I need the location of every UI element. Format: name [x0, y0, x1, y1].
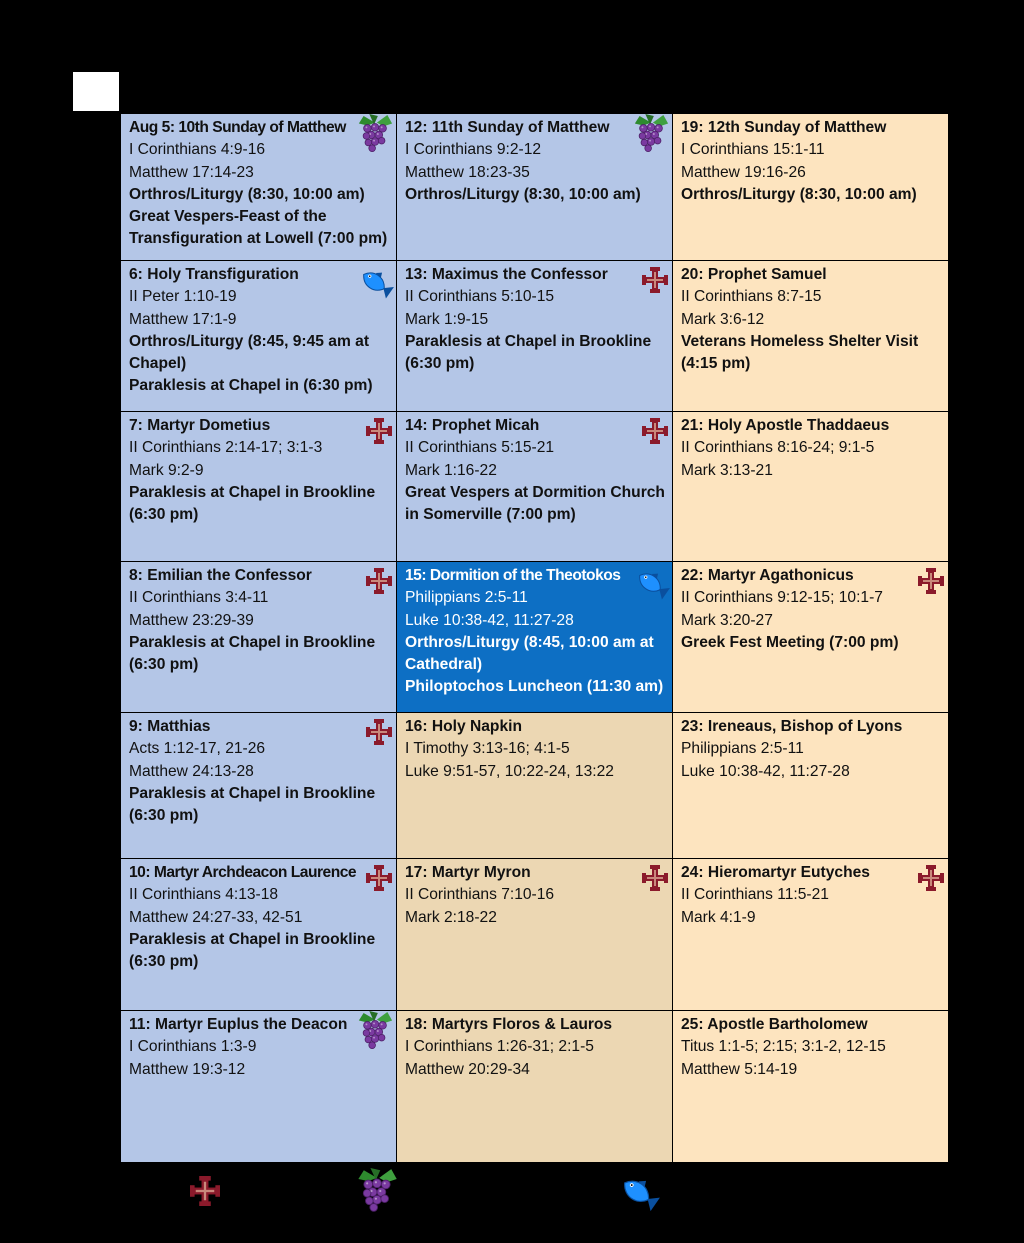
scripture-reading: Matthew 18:23-35: [405, 163, 530, 181]
day-title: 16: Holy Napkin: [405, 718, 522, 735]
day-title: 25: Apostle Bartholomew: [681, 1016, 868, 1033]
scripture-reading: Mark 3:13-21: [681, 461, 773, 479]
scripture-reading: I Corinthians 15:1-11: [681, 141, 825, 159]
cross-icon: [642, 267, 668, 293]
day-title: 23: Ireneaus, Bishop of Lyons: [681, 718, 903, 735]
scripture-reading: Matthew 5:14-19: [681, 1060, 798, 1078]
day-title: Aug 5: 10th Sunday of Matthew: [129, 119, 346, 136]
service-event: Orthros/Liturgy (8:45, 9:45 am at Chapel): [129, 332, 370, 373]
service-event: Paraklesis at Chapel in Brookline (6:30 pm): [129, 633, 376, 674]
scripture-reading: Mark 4:1-9: [681, 908, 756, 926]
day-title: 11: Martyr Euplus the Deacon: [129, 1016, 348, 1033]
scripture-reading: II Corinthians 4:13-18: [129, 886, 279, 904]
day-title: 14: Prophet Micah: [405, 417, 540, 434]
scripture-reading: II Corinthians 7:10-16: [405, 886, 555, 904]
day-title: 19: 12th Sunday of Matthew: [681, 119, 887, 136]
service-event: Paraklesis at Chapel in Brookline (6:30 pm): [405, 332, 652, 373]
grapes-icon: [632, 114, 670, 154]
calendar-cell: [673, 261, 948, 412]
fish-icon: [634, 566, 670, 602]
scripture-reading: I Timothy 3:13-16; 4:1-5: [405, 740, 570, 758]
scripture-reading: II Corinthians 3:4-11: [129, 589, 269, 607]
scripture-reading: Philippians 2:5-11: [405, 589, 528, 607]
calendar-cell: [121, 1011, 397, 1162]
calendar-cell: [673, 859, 948, 1011]
fish-icon: [618, 1172, 660, 1214]
scripture-reading: II Corinthians 8:7-15: [681, 288, 822, 306]
day-title: 10: Martyr Archdeacon Laurence: [129, 864, 357, 881]
scripture-reading: Titus 1:1-5; 2:15; 3:1-2, 12-15: [681, 1038, 886, 1056]
calendar-cell: [397, 562, 673, 713]
scripture-reading: I Corinthians 4:9-16: [129, 141, 266, 159]
scripture-reading: Matthew 19:3-12: [129, 1060, 246, 1078]
day-title: 13: Maximus the Confessor: [405, 266, 608, 283]
cross-icon: [366, 418, 392, 444]
scripture-reading: II Peter 1:10-19: [129, 288, 237, 306]
scripture-reading: Mark 2:18-22: [405, 908, 497, 926]
scripture-reading: Mark 3:20-27: [681, 611, 773, 629]
service-event: Greek Fest Meeting (7:00 pm): [681, 633, 899, 651]
calendar-cell: [673, 114, 948, 261]
day-title: 22: Martyr Agathonicus: [681, 567, 854, 584]
grapes-icon: [356, 114, 394, 154]
calendar-cell: [121, 713, 397, 859]
calendar-cell: [121, 114, 397, 261]
calendar-cell: [121, 261, 397, 412]
grapes-icon: [356, 1011, 394, 1051]
scripture-reading: Mark 1:9-15: [405, 310, 489, 328]
scripture-reading: II Corinthians 2:14-17; 3:1-3: [129, 439, 323, 457]
calendar-cell: [397, 1011, 673, 1162]
day-title: 15: Dormition of the Theotokos: [405, 567, 621, 584]
scripture-reading: Mark 9:2-9: [129, 461, 204, 479]
calendar-cell: [397, 261, 673, 412]
service-event: Paraklesis at Chapel in (6:30 pm): [129, 377, 373, 395]
scripture-reading: II Corinthians 5:10-15: [405, 288, 555, 306]
day-title: 20: Prophet Samuel: [681, 266, 827, 283]
calendar-cell: [397, 859, 673, 1011]
scripture-reading: Luke 10:38-42, 11:27-28: [405, 611, 574, 629]
scripture-reading: II Corinthians 9:12-15; 10:1-7: [681, 589, 883, 607]
service-event: Paraklesis at Chapel in Brookline (6:30 pm): [129, 784, 376, 825]
legend: [0, 1168, 1024, 1218]
scripture-reading: II Corinthians 5:15-21: [405, 439, 555, 457]
scripture-reading: Luke 9:51-57, 10:22-24, 13:22: [405, 762, 614, 780]
scripture-reading: Matthew 20:29-34: [405, 1060, 530, 1078]
scripture-reading: Luke 10:38-42, 11:27-28: [681, 762, 850, 780]
day-title: 6: Holy Transfiguration: [129, 266, 299, 283]
scripture-reading: Matthew 24:13-28: [129, 762, 254, 780]
scripture-reading: Philippians 2:5-11: [681, 740, 804, 758]
service-event: Paraklesis at Chapel in Brookline (6:30 pm): [129, 930, 376, 971]
scripture-reading: Matthew 24:27-33, 42-51: [129, 908, 303, 926]
calendar-cell: [397, 713, 673, 859]
cross-icon: [918, 865, 944, 891]
scripture-reading: I Corinthians 9:2-12: [405, 141, 542, 159]
day-title: 21: Holy Apostle Thaddaeus: [681, 417, 890, 434]
calendar-cell: [673, 1011, 948, 1162]
calendar-cell: [673, 562, 948, 713]
cross-icon: [366, 865, 392, 891]
scripture-reading: Acts 1:12-17, 21-26: [129, 740, 266, 758]
service-event: Orthros/Liturgy (8:30, 10:00 am): [681, 185, 917, 203]
scripture-reading: Matthew 19:16-26: [681, 163, 806, 181]
cross-icon: [918, 568, 944, 594]
scripture-reading: II Corinthians 8:16-24; 9:1-5: [681, 439, 875, 457]
day-title: 18: Martyrs Floros & Lauros: [405, 1016, 613, 1033]
calendar-cell: [121, 562, 397, 713]
service-event: Orthros/Liturgy (8:30, 10:00 am): [129, 185, 365, 203]
calendar-cell: [121, 859, 397, 1011]
service-event: Great Vespers at Dormition Church in Somerville (7:00 pm): [405, 483, 665, 524]
calendar-cell: [397, 412, 673, 562]
scripture-reading: Matthew 17:14-23: [129, 163, 254, 181]
service-event: Orthros/Liturgy (8:30, 10:00 am): [405, 185, 641, 203]
cross-icon: [190, 1176, 220, 1206]
calendar-cell: [673, 412, 948, 562]
day-title: 7: Martyr Dometius: [129, 417, 271, 434]
scripture-reading: Mark 3:6-12: [681, 310, 765, 328]
cross-icon: [366, 568, 392, 594]
day-title: 9: Matthias: [129, 718, 211, 735]
day-title: 12: 11th Sunday of Matthew: [405, 119, 610, 136]
calendar-grid: [121, 114, 948, 1162]
service-event: Orthros/Liturgy (8:45, 10:00 am at Cathedral): [405, 633, 654, 674]
day-title: 17: Martyr Myron: [405, 864, 531, 881]
scripture-reading: II Corinthians 11:5-21: [681, 886, 829, 904]
cross-icon: [642, 418, 668, 444]
service-event: Philoptochos Luncheon (11:30 am): [405, 678, 664, 696]
scripture-reading: Mark 1:16-22: [405, 461, 497, 479]
service-event: Great Vespers-Feast of the Transfiguration at Lowell (7:00 pm): [129, 208, 388, 248]
fish-icon: [358, 265, 394, 301]
scripture-reading: I Corinthians 1:26-31; 2:1-5: [405, 1038, 594, 1056]
calendar-cell: [673, 713, 948, 859]
day-title: 8: Emilian the Confessor: [129, 567, 312, 584]
scripture-reading: Matthew 23:29-39: [129, 611, 254, 629]
corner-white-box: [73, 72, 119, 111]
service-event: Paraklesis at Chapel in Brookline (6:30 pm): [129, 483, 376, 524]
cross-icon: [366, 719, 392, 745]
service-event: Veterans Homeless Shelter Visit (4:15 pm): [681, 332, 919, 373]
calendar-cell: [121, 412, 397, 562]
grapes-icon: [355, 1168, 399, 1214]
scripture-reading: Matthew 17:1-9: [129, 310, 237, 328]
calendar-cell: [397, 114, 673, 261]
cross-icon: [642, 865, 668, 891]
day-title: 24: Hieromartyr Eutyches: [681, 864, 870, 881]
scripture-reading: I Corinthians 1:3-9: [129, 1038, 257, 1056]
